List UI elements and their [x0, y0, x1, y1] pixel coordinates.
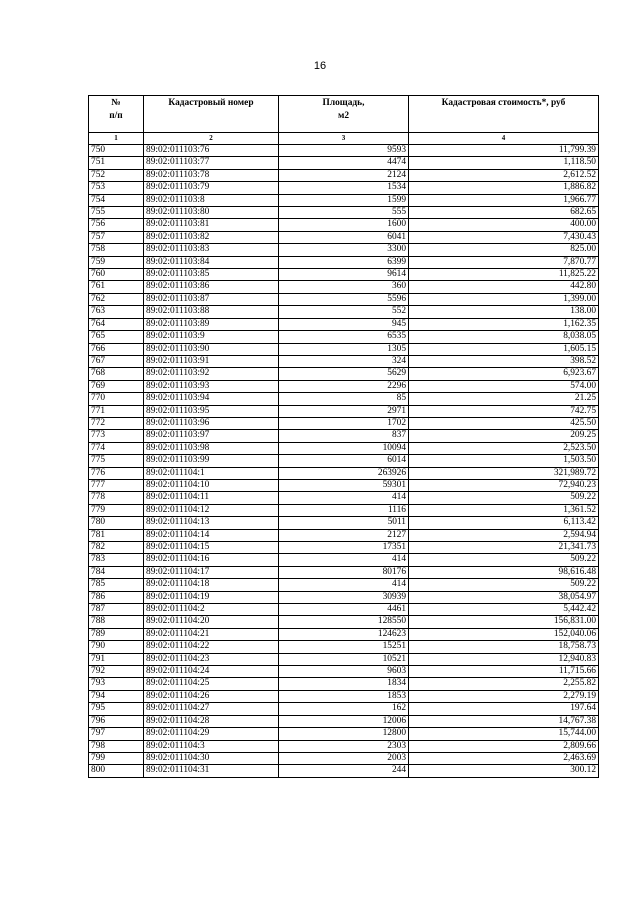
area-cell: 6535 — [279, 331, 409, 343]
row-number-cell: 758 — [89, 244, 144, 256]
area-cell: 12006 — [279, 715, 409, 727]
row-number-cell: 764 — [89, 318, 144, 330]
cadastral-cost-cell: 1,966.77 — [409, 194, 599, 206]
row-number-cell: 790 — [89, 641, 144, 653]
cadastral-number-cell: 89:02:011104:18 — [144, 579, 279, 591]
row-number-cell: 792 — [89, 666, 144, 678]
table-row — [89, 368, 599, 380]
area-cell: 3300 — [279, 244, 409, 256]
table-row — [89, 269, 599, 281]
cadastral-number-cell: 89:02:011103:92 — [144, 368, 279, 380]
cadastral-number-cell: 89:02:011103:95 — [144, 405, 279, 417]
cadastral-number-cell: 89:02:011103:88 — [144, 306, 279, 318]
cadastral-cost-cell: 425.50 — [409, 417, 599, 429]
cadastral-cost-cell: 1,605.15 — [409, 343, 599, 355]
area-cell: 2124 — [279, 169, 409, 181]
row-number-cell: 752 — [89, 169, 144, 181]
cadastral-number-cell: 89:02:011103:87 — [144, 293, 279, 305]
row-number-cell: 783 — [89, 554, 144, 566]
table-row — [89, 417, 599, 429]
area-cell: 555 — [279, 207, 409, 219]
row-number-cell: 778 — [89, 492, 144, 504]
header-cadastral-number-label: Кадастровый номер — [168, 98, 254, 108]
area-cell: 2971 — [279, 405, 409, 417]
table-row — [89, 169, 599, 181]
cadastral-number-cell: 89:02:011104:22 — [144, 641, 279, 653]
table-row — [89, 455, 599, 467]
row-number-cell: 791 — [89, 653, 144, 665]
area-cell: 17351 — [279, 542, 409, 554]
cadastral-cost-cell: 1,361.52 — [409, 504, 599, 516]
cadastral-cost-cell: 14,767.38 — [409, 715, 599, 727]
area-cell: 10094 — [279, 442, 409, 454]
cadastral-cost-cell: 2,612.52 — [409, 169, 599, 181]
cadastral-cost-cell: 1,886.82 — [409, 182, 599, 194]
row-number-cell: 788 — [89, 616, 144, 628]
row-number-cell: 780 — [89, 517, 144, 529]
cadastral-number-cell: 89:02:011103:76 — [144, 145, 279, 157]
row-number-cell: 765 — [89, 331, 144, 343]
cadastral-number-cell: 89:02:011103:9 — [144, 331, 279, 343]
cadastral-cost-cell: 6,923.67 — [409, 368, 599, 380]
cadastral-cost-cell: 138.00 — [409, 306, 599, 318]
table-row — [89, 616, 599, 628]
table-row — [89, 628, 599, 640]
row-number-cell: 793 — [89, 678, 144, 690]
row-number-cell: 796 — [89, 715, 144, 727]
table-row — [89, 579, 599, 591]
cadastral-number-cell: 89:02:011104:23 — [144, 653, 279, 665]
table-row — [89, 554, 599, 566]
cadastral-cost-cell: 825.00 — [409, 244, 599, 256]
table-row — [89, 666, 599, 678]
cadastral-number-cell: 89:02:011104:14 — [144, 529, 279, 541]
column-number: 2 — [144, 133, 279, 145]
cadastral-cost-cell: 442.80 — [409, 281, 599, 293]
cadastral-cost-cell: 2,809.66 — [409, 740, 599, 752]
cadastral-cost-cell: 21.25 — [409, 393, 599, 405]
row-number-cell: 754 — [89, 194, 144, 206]
cadastral-number-cell: 89:02:011103:97 — [144, 430, 279, 442]
area-cell: 552 — [279, 306, 409, 318]
header-index-symbol: № — [111, 98, 121, 108]
cadastral-cost-cell: 300.12 — [409, 765, 599, 777]
cadastral-number-cell: 89:02:011103:83 — [144, 244, 279, 256]
cadastral-cost-cell: 682.65 — [409, 207, 599, 219]
cadastral-cost-cell: 321,989.72 — [409, 467, 599, 479]
cadastral-number-cell: 89:02:011103:80 — [144, 207, 279, 219]
cadastral-cost-cell: 11,799.39 — [409, 145, 599, 157]
cadastral-cost-cell: 11,715.66 — [409, 666, 599, 678]
header-area — [279, 96, 409, 133]
table-row — [89, 653, 599, 665]
cadastral-cost-cell: 2,523.50 — [409, 442, 599, 454]
row-number-cell: 781 — [89, 529, 144, 541]
cadastral-cost-cell: 15,744.00 — [409, 728, 599, 740]
cadastral-cost-cell: 72,940.23 — [409, 479, 599, 491]
row-number-cell: 795 — [89, 703, 144, 715]
area-cell: 1534 — [279, 182, 409, 194]
table-row — [89, 492, 599, 504]
cadastral-cost-cell: 209.25 — [409, 430, 599, 442]
cadastral-number-cell: 89:02:011104:24 — [144, 666, 279, 678]
table-row — [89, 207, 599, 219]
cadastral-cost-cell: 1,399.00 — [409, 293, 599, 305]
cadastral-number-cell: 89:02:011103:8 — [144, 194, 279, 206]
row-number-cell: 755 — [89, 207, 144, 219]
header-area-label: Площадь, — [322, 98, 365, 108]
row-number-cell: 763 — [89, 306, 144, 318]
cadastral-number-cell: 89:02:011104:29 — [144, 728, 279, 740]
cadastral-number-cell: 89:02:011103:85 — [144, 269, 279, 281]
area-cell: 1305 — [279, 343, 409, 355]
cadastral-number-cell: 89:02:011104:31 — [144, 765, 279, 777]
row-number-cell: 762 — [89, 293, 144, 305]
area-cell: 128550 — [279, 616, 409, 628]
area-cell: 1599 — [279, 194, 409, 206]
table-row — [89, 157, 599, 169]
cadastral-cost-cell: 509.22 — [409, 492, 599, 504]
column-number-row — [89, 133, 599, 145]
area-cell: 6014 — [279, 455, 409, 467]
header-index-label: п/п — [109, 111, 123, 121]
row-number-cell: 756 — [89, 219, 144, 231]
table-row — [89, 380, 599, 392]
area-cell: 9614 — [279, 269, 409, 281]
area-cell: 2003 — [279, 752, 409, 764]
header-index — [89, 96, 144, 133]
table-body — [89, 145, 599, 778]
area-cell: 1834 — [279, 678, 409, 690]
table-row — [89, 604, 599, 616]
area-cell: 30939 — [279, 591, 409, 603]
row-number-cell: 776 — [89, 467, 144, 479]
area-cell: 4474 — [279, 157, 409, 169]
row-number-cell: 773 — [89, 430, 144, 442]
area-cell: 6041 — [279, 231, 409, 243]
table-row — [89, 728, 599, 740]
cadastral-number-cell: 89:02:011104:19 — [144, 591, 279, 603]
table-row — [89, 318, 599, 330]
cadastral-number-cell: 89:02:011103:78 — [144, 169, 279, 181]
table-row — [89, 529, 599, 541]
table-row — [89, 752, 599, 764]
cadastral-number-cell: 89:02:011104:10 — [144, 479, 279, 491]
area-cell: 1600 — [279, 219, 409, 231]
header-cadastral-cost-label: Кадастровая стоимость*, руб — [441, 98, 566, 108]
cadastral-number-cell: 89:02:011104:26 — [144, 690, 279, 702]
cadastral-cost-cell: 21,341.73 — [409, 542, 599, 554]
cadastral-number-cell: 89:02:011104:28 — [144, 715, 279, 727]
row-number-cell: 782 — [89, 542, 144, 554]
area-cell: 85 — [279, 393, 409, 405]
table-row — [89, 678, 599, 690]
table-row — [89, 703, 599, 715]
cadastral-cost-cell: 11,825.22 — [409, 269, 599, 281]
cadastral-cost-cell: 509.22 — [409, 554, 599, 566]
table-row — [89, 765, 599, 777]
row-number-cell: 768 — [89, 368, 144, 380]
table-row — [89, 715, 599, 727]
area-cell: 124623 — [279, 628, 409, 640]
cadastral-cost-cell: 1,503.50 — [409, 455, 599, 467]
row-number-cell: 769 — [89, 380, 144, 392]
cadastral-cost-cell: 12,940.83 — [409, 653, 599, 665]
table-row — [89, 355, 599, 367]
cadastral-number-cell: 89:02:011103:84 — [144, 256, 279, 268]
area-cell: 414 — [279, 579, 409, 591]
table-row — [89, 504, 599, 516]
cadastral-number-cell: 89:02:011103:89 — [144, 318, 279, 330]
cadastral-cost-cell: 7,430.43 — [409, 231, 599, 243]
cadastral-number-cell: 89:02:011103:77 — [144, 157, 279, 169]
table-row — [89, 542, 599, 554]
cadastral-number-cell: 89:02:011103:90 — [144, 343, 279, 355]
area-cell: 263926 — [279, 467, 409, 479]
cadastral-number-cell: 89:02:011104:17 — [144, 566, 279, 578]
cadastral-number-cell: 89:02:011103:94 — [144, 393, 279, 405]
cadastral-number-cell: 89:02:011104:15 — [144, 542, 279, 554]
cadastral-number-cell: 89:02:011104:27 — [144, 703, 279, 715]
cadastral-cost-cell: 6,113.42 — [409, 517, 599, 529]
cadastral-number-cell: 89:02:011104:13 — [144, 517, 279, 529]
cadastral-number-cell: 89:02:011103:98 — [144, 442, 279, 454]
area-cell: 5596 — [279, 293, 409, 305]
cadastral-number-cell: 89:02:011104:11 — [144, 492, 279, 504]
cadastral-cost-cell: 1,162.35 — [409, 318, 599, 330]
row-number-cell: 789 — [89, 628, 144, 640]
table-row — [89, 566, 599, 578]
row-number-cell: 751 — [89, 157, 144, 169]
table-row — [89, 182, 599, 194]
cadastral-cost-cell: 38,054.97 — [409, 591, 599, 603]
row-number-cell: 794 — [89, 690, 144, 702]
table-row — [89, 591, 599, 603]
row-number-cell: 772 — [89, 417, 144, 429]
area-cell: 324 — [279, 355, 409, 367]
row-number-cell: 770 — [89, 393, 144, 405]
cadastral-cost-cell: 400.00 — [409, 219, 599, 231]
cadastral-number-cell: 89:02:011104:1 — [144, 467, 279, 479]
header-cadastral-number — [144, 96, 279, 133]
table-row — [89, 281, 599, 293]
table-row — [89, 145, 599, 157]
row-number-cell: 800 — [89, 765, 144, 777]
table-row — [89, 467, 599, 479]
cadastral-number-cell: 89:02:011104:12 — [144, 504, 279, 516]
area-cell: 6399 — [279, 256, 409, 268]
table-row — [89, 306, 599, 318]
area-cell: 59301 — [279, 479, 409, 491]
table-row — [89, 393, 599, 405]
row-number-cell: 798 — [89, 740, 144, 752]
area-cell: 414 — [279, 554, 409, 566]
area-cell: 1116 — [279, 504, 409, 516]
cadastral-table — [88, 95, 599, 778]
cadastral-number-cell: 89:02:011103:79 — [144, 182, 279, 194]
area-cell: 80176 — [279, 566, 409, 578]
row-number-cell: 757 — [89, 231, 144, 243]
area-cell: 9603 — [279, 666, 409, 678]
table-row — [89, 442, 599, 454]
table-row — [89, 430, 599, 442]
cadastral-number-cell: 89:02:011103:91 — [144, 355, 279, 367]
row-number-cell: 787 — [89, 604, 144, 616]
table-row — [89, 641, 599, 653]
row-number-cell: 771 — [89, 405, 144, 417]
cadastral-number-cell: 89:02:011103:99 — [144, 455, 279, 467]
row-number-cell: 786 — [89, 591, 144, 603]
cadastral-number-cell: 89:02:011104:25 — [144, 678, 279, 690]
row-number-cell: 774 — [89, 442, 144, 454]
cadastral-number-cell: 89:02:011104:20 — [144, 616, 279, 628]
cadastral-cost-cell: 8,038.05 — [409, 331, 599, 343]
area-cell: 5629 — [279, 368, 409, 380]
cadastral-cost-cell: 574.00 — [409, 380, 599, 392]
row-number-cell: 759 — [89, 256, 144, 268]
header-area-unit: м2 — [337, 111, 350, 121]
table-row — [89, 244, 599, 256]
row-number-cell: 761 — [89, 281, 144, 293]
table-row — [89, 293, 599, 305]
cadastral-cost-cell: 7,870.77 — [409, 256, 599, 268]
cadastral-cost-cell: 398.52 — [409, 355, 599, 367]
row-number-cell: 753 — [89, 182, 144, 194]
cadastral-number-cell: 89:02:011104:16 — [144, 554, 279, 566]
table-row — [89, 479, 599, 491]
table-row — [89, 740, 599, 752]
area-cell: 9593 — [279, 145, 409, 157]
row-number-cell: 785 — [89, 579, 144, 591]
area-cell: 2296 — [279, 380, 409, 392]
area-cell: 12800 — [279, 728, 409, 740]
cadastral-number-cell: 89:02:011104:30 — [144, 752, 279, 764]
row-number-cell: 777 — [89, 479, 144, 491]
table-row — [89, 231, 599, 243]
area-cell: 945 — [279, 318, 409, 330]
cadastral-number-cell: 89:02:011103:86 — [144, 281, 279, 293]
cadastral-cost-cell: 5,442.42 — [409, 604, 599, 616]
cadastral-cost-cell: 98,616.48 — [409, 566, 599, 578]
cadastral-cost-cell: 2,594.94 — [409, 529, 599, 541]
page-number: 16 — [313, 60, 327, 72]
area-cell: 1702 — [279, 417, 409, 429]
row-number-cell: 766 — [89, 343, 144, 355]
cadastral-number-cell: 89:02:011103:82 — [144, 231, 279, 243]
column-number: 4 — [409, 133, 599, 145]
area-cell: 1853 — [279, 690, 409, 702]
table-row — [89, 256, 599, 268]
table-header-row — [89, 96, 599, 133]
table-row — [89, 331, 599, 343]
area-cell: 414 — [279, 492, 409, 504]
cadastral-number-cell: 89:02:011103:93 — [144, 380, 279, 392]
row-number-cell: 750 — [89, 145, 144, 157]
cadastral-cost-cell: 197.64 — [409, 703, 599, 715]
area-cell: 10521 — [279, 653, 409, 665]
cadastral-number-cell: 89:02:011103:96 — [144, 417, 279, 429]
table-row — [89, 405, 599, 417]
area-cell: 2303 — [279, 740, 409, 752]
cadastral-number-cell: 89:02:011104:21 — [144, 628, 279, 640]
cadastral-cost-cell: 509.22 — [409, 579, 599, 591]
row-number-cell: 799 — [89, 752, 144, 764]
area-cell: 162 — [279, 703, 409, 715]
area-cell: 5011 — [279, 517, 409, 529]
table-row — [89, 343, 599, 355]
cadastral-number-cell: 89:02:011103:81 — [144, 219, 279, 231]
header-cadastral-cost — [409, 96, 599, 133]
area-cell: 2127 — [279, 529, 409, 541]
area-cell: 15251 — [279, 641, 409, 653]
cadastral-number-cell: 89:02:011104:3 — [144, 740, 279, 752]
row-number-cell: 767 — [89, 355, 144, 367]
table-row — [89, 194, 599, 206]
cadastral-cost-cell: 2,279.19 — [409, 690, 599, 702]
area-cell: 4461 — [279, 604, 409, 616]
row-number-cell: 760 — [89, 269, 144, 281]
table-row — [89, 690, 599, 702]
area-cell: 837 — [279, 430, 409, 442]
row-number-cell: 784 — [89, 566, 144, 578]
row-number-cell: 797 — [89, 728, 144, 740]
cadastral-cost-cell: 156,831.00 — [409, 616, 599, 628]
row-number-cell: 779 — [89, 504, 144, 516]
column-number: 3 — [279, 133, 409, 145]
cadastral-cost-cell: 742.75 — [409, 405, 599, 417]
cadastral-number-cell: 89:02:011104:2 — [144, 604, 279, 616]
column-number: 1 — [89, 133, 144, 145]
table-row — [89, 517, 599, 529]
cadastral-cost-cell: 152,040.06 — [409, 628, 599, 640]
cadastral-cost-cell: 2,255.82 — [409, 678, 599, 690]
area-cell: 244 — [279, 765, 409, 777]
cadastral-cost-cell: 18,758.73 — [409, 641, 599, 653]
row-number-cell: 775 — [89, 455, 144, 467]
table-row — [89, 219, 599, 231]
cadastral-cost-cell: 2,463.69 — [409, 752, 599, 764]
area-cell: 360 — [279, 281, 409, 293]
cadastral-cost-cell: 1,118.50 — [409, 157, 599, 169]
